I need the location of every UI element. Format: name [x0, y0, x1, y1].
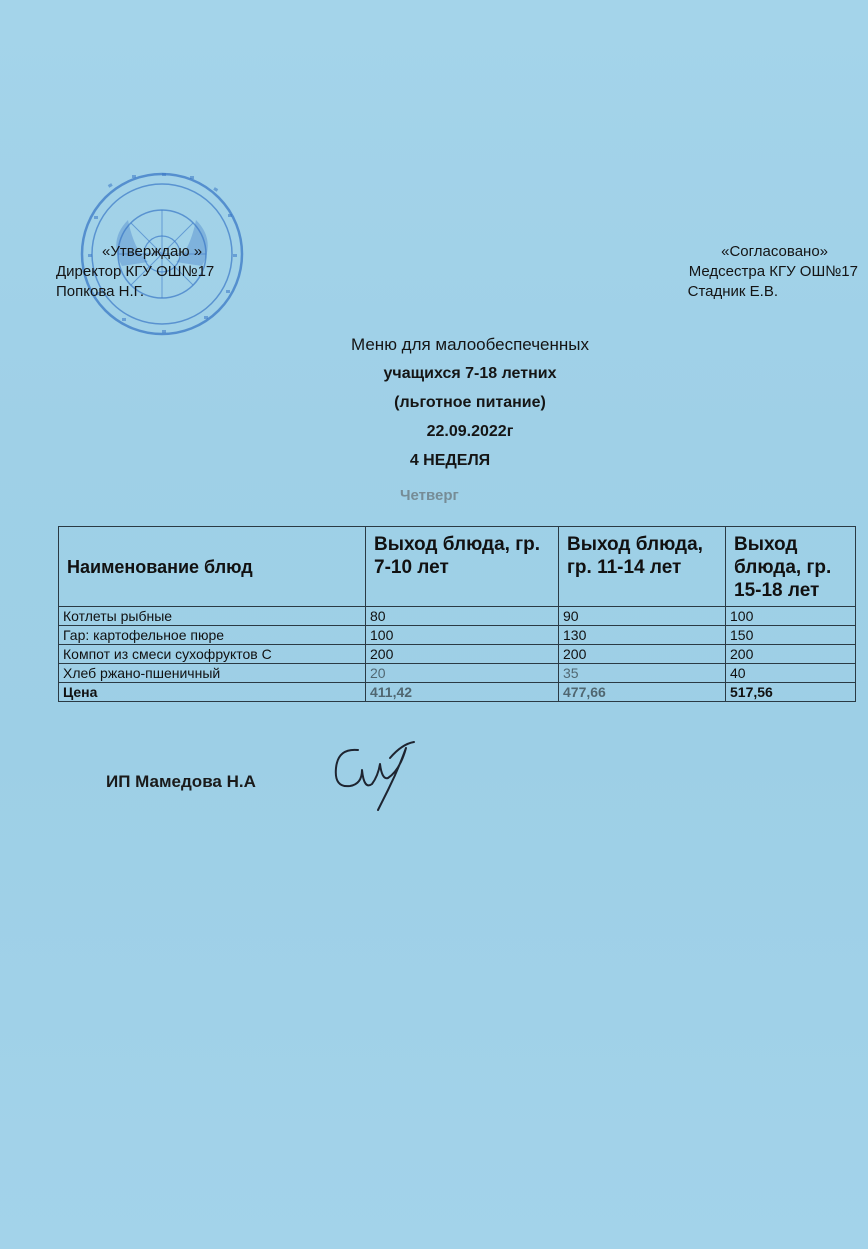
table-row: [59, 664, 856, 683]
approval-quote: «Утверждаю »: [102, 243, 203, 260]
approval-name: Попкова Н.Г.: [56, 283, 145, 300]
handwritten-signature: [328, 740, 420, 812]
title-line-2: учащихся 7-18 летних: [383, 365, 557, 382]
approval-block: [56, 242, 214, 302]
dish-name: Гар: картофельное пюре: [59, 626, 366, 645]
price-label: Цена: [59, 683, 366, 702]
table-row: [59, 607, 856, 626]
signer-name: ИП Мамедова Н.А: [106, 772, 256, 791]
dish-name: Компот из смеси сухофруктов С: [59, 645, 366, 664]
title-line-3: (льготное питание): [394, 394, 546, 411]
day-of-week: Четверг: [400, 487, 459, 504]
portion-value: 200: [366, 645, 559, 664]
title-week: 4 НЕДЕЛЯ: [409, 452, 491, 469]
portion-value: 200: [559, 645, 726, 664]
document-title: [240, 330, 700, 475]
price-value: 477,66: [559, 683, 726, 702]
portion-value: 35: [559, 664, 726, 683]
menu-table: [58, 526, 856, 702]
portion-value: 200: [726, 645, 856, 664]
portion-value: 80: [366, 607, 559, 626]
portion-value: 100: [726, 607, 856, 626]
header-dish-name: Наименование блюд: [59, 527, 366, 607]
portion-value: 20: [366, 664, 559, 683]
approval-position: Директор КГУ ОШ№17: [56, 263, 215, 280]
table-header-row: [59, 527, 856, 607]
agreement-block: [636, 242, 858, 302]
portion-value: 150: [726, 626, 856, 645]
title-date: 22.09.2022г: [426, 423, 514, 440]
portion-value: 40: [726, 664, 856, 683]
table-row: [59, 626, 856, 645]
portion-value: 130: [559, 626, 726, 645]
portion-value: 100: [366, 626, 559, 645]
price-row: [59, 683, 856, 702]
header-portion-15-18: Выход блюда, гр. 15-18 лет: [726, 527, 856, 607]
agreement-position: Медсестра КГУ ОШ№17: [688, 263, 858, 280]
price-value: 411,42: [366, 683, 559, 702]
portion-value: 90: [559, 607, 726, 626]
header-portion-7-10: Выход блюда, гр. 7-10 лет: [366, 527, 559, 607]
dish-name: Хлеб ржано-пшеничный: [59, 664, 366, 683]
header-portion-11-14: Выход блюда, гр. 11-14 лет: [559, 527, 726, 607]
dish-name: Котлеты рыбные: [59, 607, 366, 626]
price-value: 517,56: [726, 683, 856, 702]
table-row: [59, 645, 856, 664]
agreement-name: Стадник Е.В.: [687, 283, 778, 300]
title-line-1: Меню для малообеспеченных: [351, 335, 589, 354]
agreement-quote: «Согласовано»: [721, 243, 828, 260]
